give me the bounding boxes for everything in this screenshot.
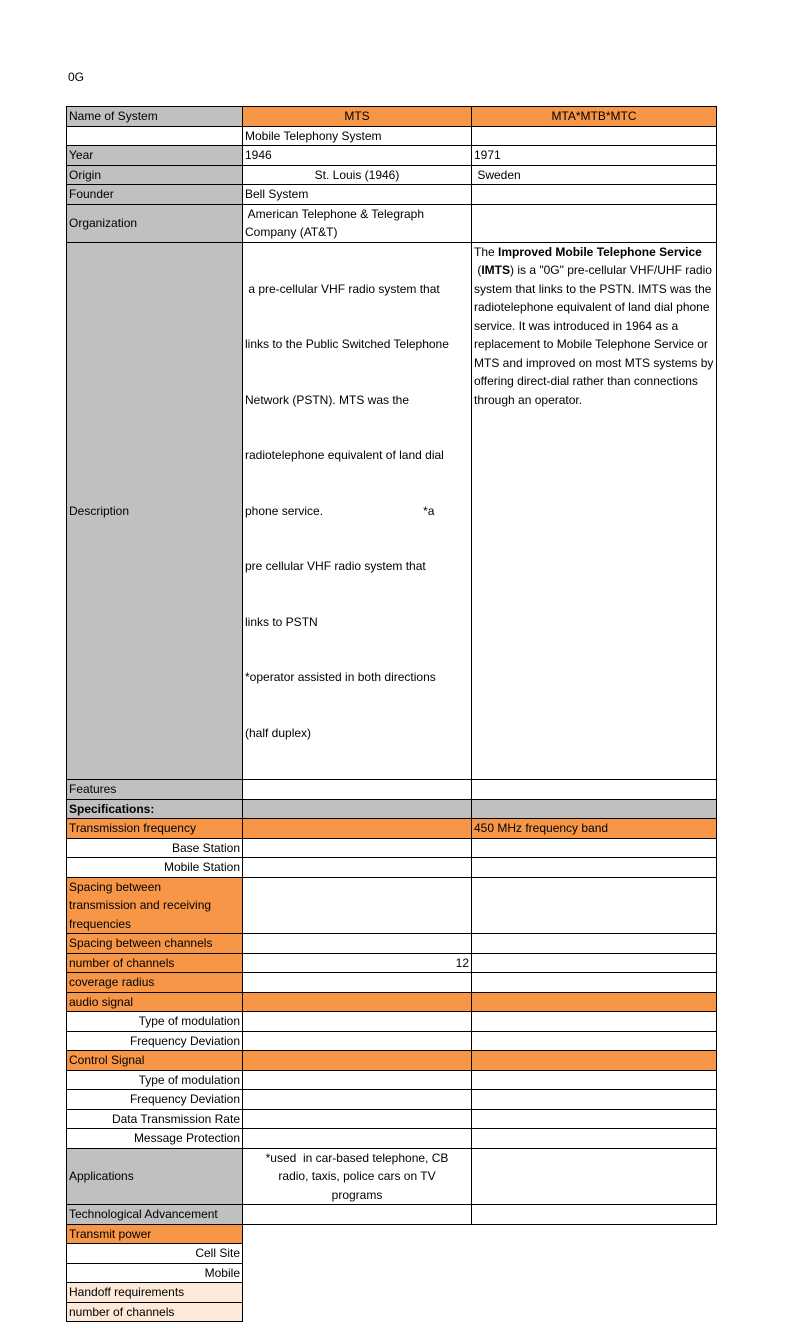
- table-row: [67, 858, 717, 878]
- control-signal-mts-cell: [243, 1051, 472, 1071]
- mobile-station-label-cell: Mobile Station: [67, 858, 243, 878]
- year-label-cell: Year: [67, 146, 243, 166]
- specifications-mts-cell: [243, 799, 472, 819]
- founder-mta-cell: [472, 185, 717, 205]
- transmission-frequency-mts-cell: [243, 819, 472, 839]
- table-row: [67, 780, 717, 800]
- organization-mta-cell: [472, 204, 717, 242]
- base-station-mts-cell: [243, 838, 472, 858]
- message-protection-mts-cell: [243, 1129, 472, 1149]
- year-mta-cell: 1971: [472, 146, 717, 166]
- audio-deviation-mts-cell: [243, 1031, 472, 1051]
- table-row: [67, 1090, 717, 1110]
- cell-site-label-cell: Cell Site: [67, 1244, 243, 1264]
- audio-deviation-mta-cell: [472, 1031, 717, 1051]
- description-line: links to PSTN: [245, 614, 318, 629]
- tech-advancement-mts-cell: [243, 1205, 472, 1225]
- applications-line: programs: [331, 1187, 383, 1202]
- origin-label-cell: Origin: [67, 165, 243, 185]
- table-row: [67, 1244, 717, 1264]
- table-row: [67, 1302, 717, 1322]
- handoff-label-cell: Handoff requirements: [67, 1283, 243, 1303]
- description-line: (half duplex): [245, 725, 312, 740]
- spacing-tx-rx-line: Spacing between: [69, 879, 162, 894]
- data-rate-label-cell: Data Transmission Rate: [67, 1109, 243, 1129]
- organization-mts-cell: [243, 204, 472, 242]
- description-mta-cell: [472, 242, 717, 780]
- number-of-channels-mta-cell: [472, 953, 717, 973]
- full-name-mta-cell: [472, 126, 717, 146]
- spacing-channels-mts-cell: [243, 934, 472, 954]
- table-row: [67, 185, 717, 205]
- table-row: [67, 204, 717, 242]
- applications-line: *used in car-based telephone, CB: [265, 1150, 449, 1165]
- mobile-station-mta-cell: [472, 858, 717, 878]
- spacing-tx-rx-label-cell: [67, 877, 243, 934]
- audio-signal-mts-cell: [243, 992, 472, 1012]
- description-line: pre cellular VHF radio system that: [245, 559, 426, 573]
- coverage-radius-label-cell: coverage radius: [67, 973, 243, 993]
- table-row: [67, 877, 717, 934]
- tech-advancement-mta-cell: [472, 1205, 717, 1225]
- header-mta-cell: MTA*MTB*MTC: [472, 107, 717, 127]
- control-signal-label-cell: Control Signal: [67, 1051, 243, 1071]
- audio-signal-label-cell: audio signal: [67, 992, 243, 1012]
- table-row: [67, 953, 717, 973]
- coverage-radius-mta-cell: [472, 973, 717, 993]
- message-protection-label-cell: Message Protection: [67, 1129, 243, 1149]
- description-line: *operator assisted in both directions: [245, 670, 436, 684]
- spacing-tx-rx-mta-cell: [472, 877, 717, 934]
- specifications-label: Specifications:: [69, 801, 155, 816]
- spacing-tx-rx-mts-cell: [243, 877, 472, 934]
- control-signal-mta-cell: [472, 1051, 717, 1071]
- description-line: phone service. *a: [245, 503, 435, 518]
- control-deviation-mta-cell: [472, 1090, 717, 1110]
- spacing-tx-rx-line: frequencies: [69, 916, 132, 931]
- channels-2-label-cell: number of channels: [67, 1302, 243, 1322]
- applications-mts-cell: [243, 1148, 472, 1205]
- origin-mts-cell: St. Louis (1946): [243, 165, 472, 185]
- applications-line: radio, taxis, police cars on TV: [278, 1169, 436, 1183]
- header-mts-cell: MTS: [243, 107, 472, 127]
- description-prefix: The: [474, 244, 499, 259]
- description-line: links to the Public Switched Telephone: [245, 337, 449, 351]
- table-row: [67, 992, 717, 1012]
- description-line: radiotelephone equivalent of land dial: [245, 448, 444, 462]
- table-row: [67, 165, 717, 185]
- table-row: [67, 1051, 717, 1071]
- features-mta-cell: [472, 780, 717, 800]
- comparison-table: [66, 106, 717, 1322]
- table-row: [67, 799, 717, 819]
- table-row: [67, 242, 717, 780]
- data-rate-mts-cell: [243, 1109, 472, 1129]
- year-mts-cell: 1946: [243, 146, 472, 166]
- table-row: [67, 1205, 717, 1225]
- specifications-mta-cell: [472, 799, 717, 819]
- table-row: [67, 1109, 717, 1129]
- description-bold-term: Improved Mobile Telephone Service: [498, 244, 702, 259]
- audio-signal-mta-cell: [472, 992, 717, 1012]
- full-name-mts-cell: Mobile Telephony System: [243, 126, 472, 146]
- table-row: [67, 1129, 717, 1149]
- audio-modulation-mts-cell: [243, 1012, 472, 1032]
- table-row: [67, 1263, 717, 1283]
- table-row: [67, 1224, 717, 1244]
- table-row: [67, 1148, 717, 1205]
- description-bold-abbrev: IMTS: [481, 263, 511, 277]
- founder-label-cell: Founder: [67, 185, 243, 205]
- tech-advancement-label-cell: Technological Advancement: [67, 1205, 243, 1225]
- transmission-frequency-label-cell: Transmission frequency: [67, 819, 243, 839]
- table-row: [67, 146, 717, 166]
- features-label-cell: Features: [67, 780, 243, 800]
- specifications-label-cell: [67, 799, 243, 819]
- audio-modulation-mta-cell: [472, 1012, 717, 1032]
- applications-mta-cell: [472, 1148, 717, 1205]
- header-label-cell: Name of System: [67, 107, 243, 127]
- founder-mts-cell: Bell System: [243, 185, 472, 205]
- mobile-station-mts-cell: [243, 858, 472, 878]
- spacing-channels-label-cell: Spacing between channels: [67, 934, 243, 954]
- transmit-power-label-cell: Transmit power: [67, 1224, 243, 1244]
- spacing-tx-rx-line: transmission and receiving: [69, 898, 212, 912]
- applications-label-cell: Applications: [67, 1148, 243, 1205]
- page-label: 0G: [68, 70, 85, 84]
- origin-mta-cell: Sweden: [472, 165, 717, 185]
- number-of-channels-label-cell: number of channels: [67, 953, 243, 973]
- transmission-frequency-mta-cell: 450 MHz frequency band: [472, 819, 717, 839]
- description-rest: ) is a "0G" pre-cellular VHF/UHF radio system that links to the PSTN. IMTS was the radiotelephone equivalent of land dial phone service. It was introduced in 1964 as a replacement to Mobile Telephone Service or MTS and improved on most MTS systems by offering direct-dial rather than connections through an operator.: [474, 263, 714, 407]
- table-row: [67, 1283, 717, 1303]
- table-row: [67, 1070, 717, 1090]
- data-rate-mta-cell: [472, 1109, 717, 1129]
- description-mid: (: [474, 263, 482, 277]
- table-row: [67, 1031, 717, 1051]
- base-station-mta-cell: [472, 838, 717, 858]
- coverage-radius-mts-cell: [243, 973, 472, 993]
- base-station-label-cell: Base Station: [67, 838, 243, 858]
- audio-modulation-label-cell: Type of modulation: [67, 1012, 243, 1032]
- control-modulation-mts-cell: [243, 1070, 472, 1090]
- control-deviation-label-cell: Frequency Deviation: [67, 1090, 243, 1110]
- table-row: [67, 838, 717, 858]
- number-of-channels-mts-cell: 12: [243, 953, 472, 973]
- table-row: [67, 934, 717, 954]
- features-mts-cell: [243, 780, 472, 800]
- organization-line: Company (AT&T): [245, 225, 338, 239]
- audio-deviation-label-cell: Frequency Deviation: [67, 1031, 243, 1051]
- header-row: [67, 107, 717, 127]
- control-modulation-label-cell: Type of modulation: [67, 1070, 243, 1090]
- organization-label-cell: Organization: [67, 204, 243, 242]
- table-row: [67, 1012, 717, 1032]
- mobile-label-cell: Mobile: [67, 1263, 243, 1283]
- spacing-channels-mta-cell: [472, 934, 717, 954]
- description-mts-cell: [243, 242, 472, 780]
- table-row: [67, 973, 717, 993]
- control-deviation-mts-cell: [243, 1090, 472, 1110]
- full-name-label-cell: [67, 126, 243, 146]
- description-line: a pre-cellular VHF radio system that: [245, 281, 440, 296]
- control-modulation-mta-cell: [472, 1070, 717, 1090]
- description-label-cell: Description: [67, 242, 243, 780]
- table-row: [67, 819, 717, 839]
- table-row: [67, 126, 717, 146]
- message-protection-mta-cell: [472, 1129, 717, 1149]
- organization-line: American Telephone & Telegraph: [245, 206, 425, 221]
- description-line: Network (PSTN). MTS was the: [245, 392, 410, 407]
